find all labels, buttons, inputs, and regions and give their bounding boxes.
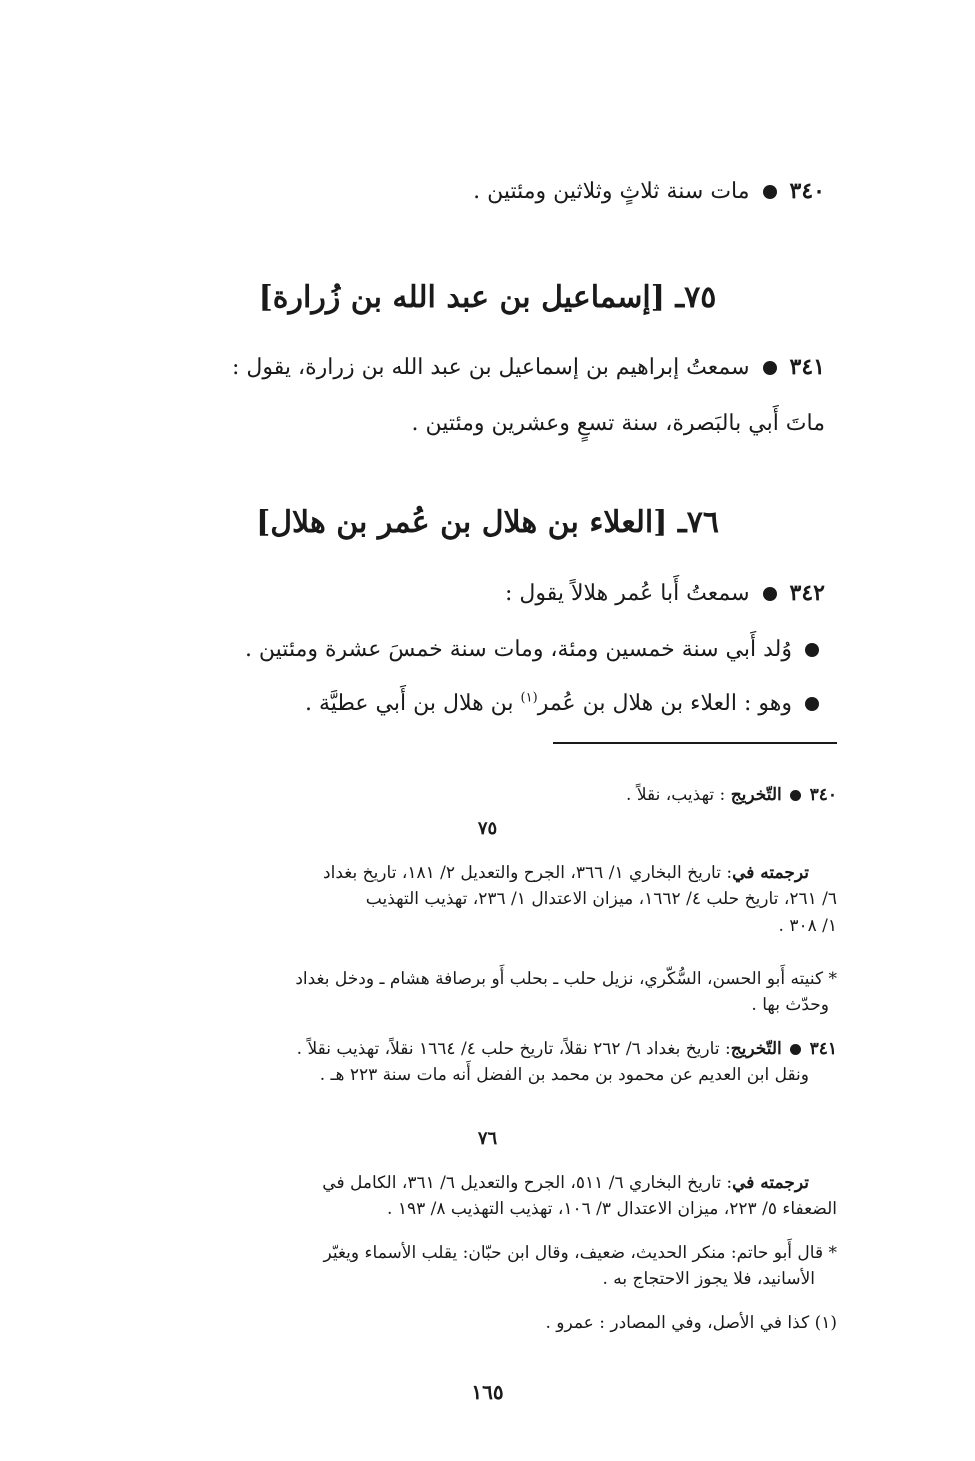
footnote-line: : تاريخ البخاري ١/ ٣٦٦، الجرح والتعديل ٢/ ١٨١، تاريخ بغداد [323, 863, 733, 883]
footnote-number: ٣٤٠ [809, 785, 837, 805]
footnote-biography-76 [138, 1170, 837, 1223]
footnote-text: كذا في الأصل، وفي المصادر : عمرو . [545, 1313, 810, 1333]
footnote-label: ترجمته في [732, 1173, 809, 1193]
page-number: ١٦٥ [471, 1380, 504, 1404]
paragraph-line: سمعتُ أَبا عُمر هلالاً يقول : [505, 581, 750, 606]
section-heading-75: ٧٥ـ [إسماعيل بن عبد الله بن زُرارة] [258, 280, 717, 315]
footnote-line: : تاريخ بغداد ٦/ ٢٦٢ نقلاً، تاريخ حلب ٤/ ١٦٦٤ نقلاً، تهذيب نقلاً . [296, 1039, 731, 1059]
footnote-section-number: ٧٦ [477, 1128, 498, 1149]
bullet-icon [763, 185, 777, 199]
paragraph-line: ماتَ أَبي بالبَصرة، سنة تسعٍ وعشرين ومئتين . [411, 411, 825, 436]
section-heading-76: ٧٦ـ [العلاء بن هلال بن عُمر بن هلال] [256, 505, 719, 540]
footnote-section-number: ٧٥ [477, 818, 498, 839]
footnote-line: الأسانيد، فلا يجوز الاحتجاج به . [602, 1269, 815, 1290]
footnote-line: ونقل ابن العديم عن محمود بن محمد بن الفضل أَنه مات سنة ٢٢٣ هـ . [319, 1065, 809, 1086]
paragraph-number: ٣٤٢ [789, 580, 825, 606]
footnote-marker: (١) [520, 690, 538, 706]
footnote-text: : تهذيب، نقلاً . [626, 785, 726, 805]
footnote-1 [0, 1310, 837, 1336]
footnote-number: (١) [814, 1313, 837, 1333]
paragraph-text: مات سنة ثلاثٍ وثلاثين ومئتين . [473, 179, 750, 204]
bullet-icon [805, 643, 819, 657]
bullet-icon [805, 697, 819, 711]
footnote-line: الضعفاء ٥/ ٢٢٣، ميزان الاعتدال ٣/ ١٠٦، تهذيب التهذيب ٨/ ١٩٣ . [387, 1199, 837, 1220]
paragraph-number: ٣٤٠ [789, 178, 825, 204]
footnote-label: التّخريج [730, 1039, 782, 1059]
paragraph-line: بن هلال بن أَبي عطيَّة . [304, 691, 521, 716]
footnote-line: ٦/ ٢٦١، تاريخ حلب ٤/ ١٦٦٢، ميزان الاعتدال ١/ ٢٣٦، تهذيب التهذيب [365, 889, 837, 910]
bullet-icon [790, 790, 801, 801]
footnote-line: ١/ ٣٠٨ . [778, 915, 837, 936]
footnote-biography-75 [138, 860, 837, 939]
bullet-icon [763, 587, 777, 601]
paragraph-341 [0, 354, 825, 382]
footnote-note-75 [138, 966, 837, 1019]
footnote-label: ترجمته في [732, 863, 809, 883]
bullet-icon [790, 1044, 801, 1055]
paragraph-number: ٣٤١ [789, 354, 825, 380]
paragraph-line: وهو : العلاء بن هلال بن عُمر [537, 691, 792, 716]
paragraph-342 [0, 580, 825, 608]
footnote-341 [120, 1036, 837, 1089]
footnote-340 [0, 782, 837, 808]
bullet-line [0, 690, 825, 718]
footnote-line: * قال أَبو حاتم: منكر الحديث، ضعيف، وقال ابن حبّان: يقلب الأسماء ويغيّر [323, 1243, 837, 1263]
paragraph-line: سمعتُ إبراهيم بن إسماعيل بن عبد الله بن زرارة، يقول : [232, 355, 750, 380]
bullet-line [0, 636, 825, 664]
bullet-icon [763, 361, 777, 375]
footnote-line: : تاريخ البخاري ٦/ ٥١١، الجرح والتعديل ٦/ ٣٦١، الكامل في [322, 1173, 733, 1193]
footnote-label: التّخريج [730, 785, 782, 805]
footnote-number: ٣٤١ [809, 1039, 837, 1059]
paragraph-340 [0, 178, 825, 206]
paragraph-line: وُلد أَبي سنة خمسين ومئة، ومات سنة خمسَ عشرة ومئتين . [244, 637, 792, 662]
footnote-note-76 [138, 1240, 837, 1293]
footnote-line: وحدّث بها . [751, 995, 829, 1016]
footnote-line: * كنيته أَبو الحسن، السُّكّري، نزيل حلب ـ بحلب أَو برصافة هشام ـ ودخل بغداد [295, 969, 837, 989]
footnote-separator [553, 742, 837, 744]
